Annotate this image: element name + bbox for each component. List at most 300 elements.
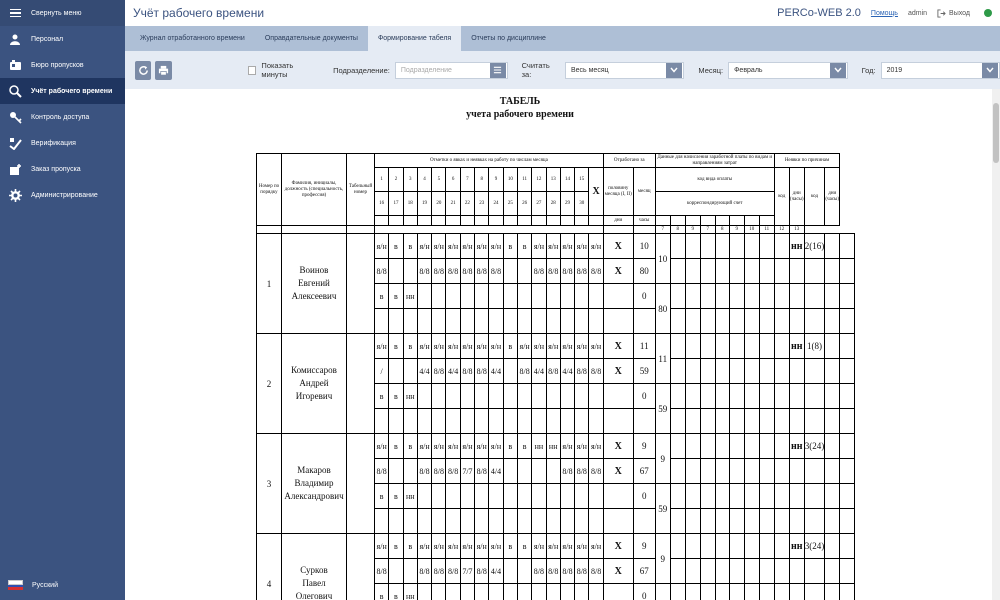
mark-cell: в: [389, 534, 403, 559]
pay-cell: [685, 384, 700, 409]
mark-cell: я/н: [575, 334, 589, 359]
pay-cell: [700, 509, 715, 534]
employee-name-line: Александрович: [284, 491, 344, 501]
hours-cell: [403, 559, 417, 584]
pay-cell: [670, 559, 685, 584]
pay-cell: [670, 284, 685, 309]
hours-cell: 8/8: [446, 559, 460, 584]
header-number: Номер по порядку: [257, 154, 282, 226]
scrollbar-thumb[interactable]: [993, 103, 999, 163]
sidebar-item-label: Учёт рабочего времени: [31, 87, 113, 95]
blank: [403, 216, 417, 226]
pay-cell: [700, 384, 715, 409]
pay-cell: [774, 434, 789, 459]
pay-cell: [685, 509, 700, 534]
chevron-down-icon: [982, 63, 998, 78]
pay-cell: [825, 484, 840, 509]
pay-cell: [789, 259, 804, 284]
employee-name-line: Игоревич: [295, 391, 333, 401]
pay-cell: [744, 484, 759, 509]
x-cell: X: [603, 559, 633, 584]
blank-cell: [432, 509, 446, 534]
blank: [715, 216, 729, 226]
department-label: Подразделение:: [333, 65, 390, 75]
employee-index: 1: [257, 234, 282, 334]
blank: [475, 216, 489, 226]
pay-cell: [774, 284, 789, 309]
mark-cell: я/н: [375, 234, 389, 259]
pay-cell: [744, 584, 759, 600]
hours-cell: 8/8: [589, 359, 603, 384]
col-num: [375, 226, 604, 234]
blank: [503, 216, 517, 226]
mark-cell: я/н: [546, 334, 560, 359]
mark-cell: в: [517, 434, 531, 459]
mark-cell: [575, 284, 589, 309]
absence-cell: [825, 234, 840, 259]
hours-cell: 8/8: [532, 259, 546, 284]
mark-cell: нн: [403, 584, 417, 600]
order-icon: [9, 163, 22, 176]
hours-cell: 8/8: [589, 259, 603, 284]
pay-cell: [670, 484, 685, 509]
mark-cell: [503, 584, 517, 600]
mark-cell: [446, 484, 460, 509]
blank-cell: [517, 409, 531, 434]
pay-cell: [789, 584, 804, 600]
day-header: 1: [375, 168, 389, 192]
department-field[interactable]: [395, 62, 508, 79]
blank: [446, 216, 460, 226]
pay-cell: [744, 259, 759, 284]
pay-cell: [685, 459, 700, 484]
blank-cell: [432, 309, 446, 334]
employee-name-line: Алексеевич: [291, 291, 337, 301]
day-header: 10: [503, 168, 517, 192]
tab-bar: [125, 26, 1000, 51]
mark-cell: [460, 584, 474, 600]
pay-cell: [685, 259, 700, 284]
col-num: 10: [744, 226, 759, 234]
x-cell: X: [603, 259, 633, 284]
hours-cell: 8/8: [560, 559, 574, 584]
pay-cell: [759, 259, 774, 284]
mark-cell: [575, 484, 589, 509]
print-button[interactable]: [155, 61, 171, 80]
language-selector[interactable]: [8, 580, 58, 590]
blank: [432, 216, 446, 226]
day-header: 4: [417, 168, 431, 192]
hours-cell: 8/8: [560, 459, 574, 484]
mark-cell: я/н: [432, 334, 446, 359]
x-cell: X: [603, 334, 633, 359]
blank-cell: [403, 309, 417, 334]
pay-cell: [804, 259, 825, 284]
pay-cell: [789, 509, 804, 534]
mark-cell: нн: [403, 484, 417, 509]
pay-cell: [759, 484, 774, 509]
mark-cell: я/н: [432, 434, 446, 459]
pay-cell: [759, 534, 774, 559]
pay-cell: [700, 559, 715, 584]
blank: [589, 216, 603, 226]
mark-cell: в: [375, 384, 389, 409]
pay-cell: [744, 359, 759, 384]
pay-cell: [789, 359, 804, 384]
pay-cell: [670, 584, 685, 600]
pay-cell: [700, 434, 715, 459]
show-minutes-checkbox[interactable]: [248, 66, 257, 75]
mark-cell: я/н: [560, 434, 574, 459]
mark-cell: [575, 384, 589, 409]
hours-cell: 4/4: [489, 559, 503, 584]
mark-cell: я/н: [546, 234, 560, 259]
header: [125, 0, 1000, 26]
tab-number: [347, 434, 375, 534]
department-list-button[interactable]: [490, 63, 506, 78]
sidebar-item-2[interactable]: [0, 52, 125, 78]
blank-cell: [603, 309, 633, 334]
blank-cell: [446, 309, 460, 334]
mark-cell: я/н: [417, 234, 431, 259]
blank-cell: [589, 509, 603, 534]
header-days: дни: [603, 216, 633, 226]
blank: [700, 216, 715, 226]
mark-cell: [503, 484, 517, 509]
absence-cell: [840, 534, 855, 559]
blank-cell: [403, 409, 417, 434]
pay-cell: [715, 534, 729, 559]
blank-cell: [560, 509, 574, 534]
mark-cell: в: [503, 334, 517, 359]
pay-cell: [729, 234, 744, 259]
blank-cell: [503, 509, 517, 534]
employee-row: [257, 234, 855, 259]
header-pay-code: код вида оплаты: [655, 168, 774, 192]
sidebar-item-6[interactable]: [0, 156, 125, 182]
pay-cell: [715, 234, 729, 259]
tab-1[interactable]: Журнал отработанного времени: [140, 35, 245, 42]
mark-cell: я/н: [475, 534, 489, 559]
pay-cell: [825, 509, 840, 534]
blank-cell: [417, 309, 431, 334]
mark-cell: [532, 384, 546, 409]
pay-cell: [729, 334, 744, 359]
hours-cell: 7/7: [460, 559, 474, 584]
pay-cell: [759, 334, 774, 359]
blank-cell: [460, 509, 474, 534]
month-hours: 80: [655, 284, 670, 334]
month-select[interactable]: [728, 62, 847, 79]
pay-cell: [774, 359, 789, 384]
day-header: 3: [403, 168, 417, 192]
employee-index: 2: [257, 334, 282, 434]
absence-cell: [840, 434, 855, 459]
hours-cell: 8/8: [446, 459, 460, 484]
refresh-icon: [138, 65, 149, 76]
pay-cell: [670, 309, 685, 334]
mark-cell: в: [403, 334, 417, 359]
mark-cell: нн: [403, 384, 417, 409]
blank-cell: [603, 509, 633, 534]
language-label: Русский: [32, 581, 58, 589]
employee-name-line: Евгений: [298, 278, 330, 288]
mark-cell: [589, 384, 603, 409]
mark-cell: в: [517, 534, 531, 559]
half1-hours: 80: [633, 259, 655, 284]
blank-cell: [475, 409, 489, 434]
day-header: 7: [460, 168, 474, 192]
mark-cell: в: [375, 484, 389, 509]
hours-cell: 8/8: [589, 459, 603, 484]
col-num: [257, 226, 282, 234]
mark-cell: [532, 484, 546, 509]
pay-cell: [804, 559, 825, 584]
pay-cell: [759, 359, 774, 384]
mark-cell: в: [389, 334, 403, 359]
count-value: Весь месяц: [570, 66, 609, 74]
blank-cell: [389, 409, 403, 434]
pay-cell: [759, 584, 774, 600]
pay-cell: [744, 284, 759, 309]
pay-cell: [685, 359, 700, 384]
clock-icon: [9, 85, 22, 98]
mark-cell: [546, 384, 560, 409]
month-hours: [655, 584, 670, 600]
hours-cell: [517, 559, 531, 584]
hours-cell: 8/8: [475, 459, 489, 484]
blank: [375, 216, 389, 226]
month-days: 10: [655, 234, 670, 284]
mark-cell: я/н: [575, 434, 589, 459]
refresh-button[interactable]: [135, 61, 151, 80]
pay-cell: [729, 359, 744, 384]
day-header: 18: [403, 192, 417, 216]
pay-cell: [804, 584, 825, 600]
pay-cell: [729, 534, 744, 559]
pay-cell: [700, 284, 715, 309]
day-header: 17: [389, 192, 403, 216]
blank-cell: [432, 409, 446, 434]
status-indicator: [984, 9, 992, 17]
day-header: 30: [575, 192, 589, 216]
header-absences: Неявки по причинам: [774, 154, 840, 168]
sidebar-item-3[interactable]: [0, 78, 125, 104]
x-cell: X: [603, 359, 633, 384]
mark-cell: [503, 284, 517, 309]
mark-cell: в: [389, 284, 403, 309]
employee-name-line: Макаров: [297, 465, 331, 475]
hours-cell: [517, 259, 531, 284]
mark-cell: [432, 384, 446, 409]
mark-cell: [489, 484, 503, 509]
pay-cell: [670, 409, 685, 434]
hours-cell: 4/4: [532, 359, 546, 384]
hours-cell: [503, 259, 517, 284]
mark-cell: я/н: [532, 334, 546, 359]
tab-4[interactable]: Отчеты по дисциплине: [471, 35, 546, 42]
hours-cell: 4/4: [489, 359, 503, 384]
half2-days: 0: [633, 284, 655, 309]
count-select[interactable]: [565, 62, 684, 79]
pay-cell: [715, 484, 729, 509]
mark-cell: [532, 584, 546, 600]
hours-cell: 4/4: [446, 359, 460, 384]
col-num: 13: [789, 226, 804, 234]
sidebar-item-5[interactable]: [0, 130, 125, 156]
day-header: 26: [517, 192, 531, 216]
mark-cell: я/н: [575, 534, 589, 559]
col-num: 8: [715, 226, 729, 234]
pay-cell: [840, 284, 855, 309]
pay-cell: [789, 484, 804, 509]
mark-cell: [417, 284, 431, 309]
mark-cell: [489, 384, 503, 409]
mark-cell: я/н: [475, 234, 489, 259]
tab-3[interactable]: Формирование табеля: [368, 26, 461, 51]
hours-cell: [503, 559, 517, 584]
mark-cell: [460, 484, 474, 509]
sidebar-item-label: Верификация: [31, 139, 76, 147]
sidebar-item-label: Заказ пропуска: [31, 165, 81, 173]
mark-cell: я/н: [589, 534, 603, 559]
pay-cell: [744, 434, 759, 459]
mark-cell: [546, 284, 560, 309]
vertical-scrollbar[interactable]: [992, 89, 1000, 600]
pay-cell: [670, 534, 685, 559]
pay-cell: [685, 234, 700, 259]
absence-code: нн: [789, 234, 804, 259]
mark-cell: нн: [403, 284, 417, 309]
pay-cell: [825, 359, 840, 384]
blank-cell: [417, 509, 431, 534]
pay-cell: [774, 334, 789, 359]
mark-cell: [432, 584, 446, 600]
sidebar-item-7[interactable]: [0, 182, 125, 208]
pay-cell: [744, 334, 759, 359]
blank-cell: [633, 309, 655, 334]
chevron-down-icon: [830, 63, 846, 78]
blank-cell: [446, 509, 460, 534]
pay-cell: [804, 384, 825, 409]
pay-cell: [825, 309, 840, 334]
hours-cell: [389, 559, 403, 584]
pay-cell: [825, 259, 840, 284]
day-header: 13: [546, 168, 560, 192]
month-value: Февраль: [734, 66, 763, 74]
blank-cell: [417, 409, 431, 434]
mark-cell: в: [503, 534, 517, 559]
half2-days: 0: [633, 584, 655, 600]
mark-cell: я/н: [532, 234, 546, 259]
day-header: 16: [375, 192, 389, 216]
month-hours: 59: [655, 484, 670, 534]
logout-link[interactable]: [937, 9, 970, 18]
help-link[interactable]: Помощь: [870, 9, 898, 17]
col-num: [633, 226, 655, 234]
header-code: код: [774, 168, 789, 226]
pay-cell: [700, 259, 715, 284]
blank-cell: [589, 309, 603, 334]
blank-cell: [560, 309, 574, 334]
day-header: 29: [560, 192, 574, 216]
pay-cell: [804, 359, 825, 384]
pay-cell: [789, 559, 804, 584]
pay-cell: [789, 309, 804, 334]
pay-cell: [670, 359, 685, 384]
pay-cell: [670, 459, 685, 484]
pay-cell: [670, 384, 685, 409]
blank-cell: [517, 309, 531, 334]
year-label: Год:: [861, 65, 876, 75]
pay-cell: [670, 509, 685, 534]
tab-2[interactable]: Оправдательные документы: [264, 35, 358, 42]
employee-name-line: Комиссаров: [291, 365, 337, 375]
pay-cell: [840, 584, 855, 600]
pay-cell: [670, 259, 685, 284]
mark-cell: [517, 584, 531, 600]
collapse-menu-button[interactable]: [0, 0, 125, 26]
blank-cell: [589, 409, 603, 434]
sidebar-item-1[interactable]: [0, 26, 125, 52]
show-minutes-label: Показать минуты: [261, 61, 294, 79]
header-days-hours: дни (часы): [789, 168, 804, 226]
year-select[interactable]: [881, 62, 1000, 79]
pay-cell: [700, 584, 715, 600]
brand-label: PERCo-WEB 2.0: [777, 7, 861, 19]
list-icon: [493, 66, 502, 74]
blank: [517, 216, 531, 226]
sidebar-item-4[interactable]: [0, 104, 125, 130]
half2-days: 0: [633, 484, 655, 509]
mark-cell: я/н: [446, 434, 460, 459]
blank-cell: [503, 309, 517, 334]
sidebar-nav: [0, 26, 125, 208]
mark-cell: в: [389, 584, 403, 600]
mark-cell: я/н: [560, 534, 574, 559]
blank-cell: [546, 309, 560, 334]
pay-cell: [700, 234, 715, 259]
mark-cell: в: [403, 234, 417, 259]
pay-cell: [759, 559, 774, 584]
pay-cell: [789, 284, 804, 309]
hours-cell: 4/4: [417, 359, 431, 384]
mark-cell: [460, 284, 474, 309]
x-cell: X: [603, 434, 633, 459]
tab-number: [347, 234, 375, 334]
absence-days: 3(24): [804, 434, 825, 459]
hours-cell: 8/8: [432, 359, 446, 384]
half1-hours: 59: [633, 359, 655, 384]
hours-cell: 8/8: [546, 359, 560, 384]
mark-cell: я/н: [560, 334, 574, 359]
pay-cell: [744, 409, 759, 434]
header-corr-account: корреспондирующий счет: [655, 192, 774, 216]
employee-name: [282, 534, 347, 600]
header-days-hours: дни (часы): [825, 168, 840, 226]
mark-cell: [417, 484, 431, 509]
verify-icon: [9, 137, 22, 150]
blank-cell: [517, 509, 531, 534]
mark-cell: в: [389, 384, 403, 409]
employee-name-line: Олегович: [295, 591, 333, 600]
employee-name-line: Андрей: [299, 378, 329, 388]
mark-cell: я/н: [417, 434, 431, 459]
blank-cell: [375, 309, 389, 334]
mark-cell: в: [375, 284, 389, 309]
blank: [759, 216, 774, 226]
blank: [417, 216, 431, 226]
